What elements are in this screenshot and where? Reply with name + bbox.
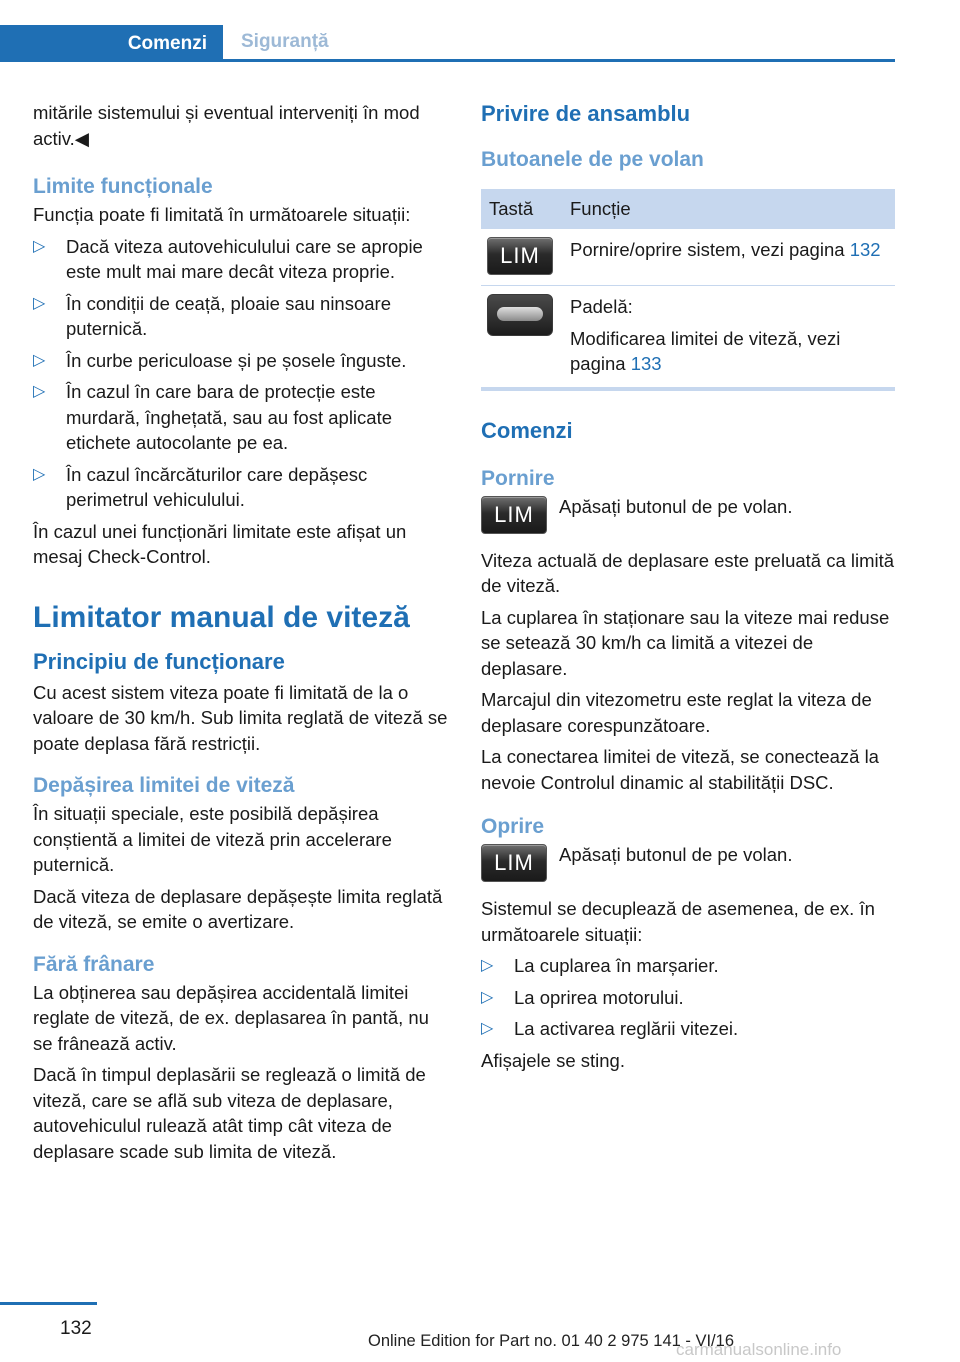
triangle-bullet-icon: ▷	[481, 1020, 494, 1037]
tab-siguranta[interactable]: Siguranță	[241, 31, 329, 52]
key-cell	[481, 286, 570, 387]
controls-heading: Comenzi	[481, 417, 573, 443]
page-link[interactable]: 132	[849, 239, 881, 260]
right-column	[481, 100, 895, 1079]
start-instruction	[481, 494, 895, 534]
exceed-text-2: Dacă viteza de deplasare depășește limita reglată de viteză, se emite o avertizare.	[33, 885, 443, 932]
table-row	[481, 229, 895, 286]
paddle-icon	[487, 294, 553, 336]
buttons-heading: Butoanele de pe volan	[481, 148, 704, 171]
principle-heading: Principiu de funcționare	[33, 648, 285, 674]
watermark: carmanualsonline.info	[676, 1340, 842, 1359]
limits-list	[33, 234, 449, 513]
tab-comenzi[interactable]: Comenzi	[0, 25, 223, 62]
nobrake-heading: Fără frânare	[33, 952, 155, 976]
header-rule	[0, 59, 895, 62]
left-column	[33, 100, 449, 1170]
start-text-2: La cuplarea în staționare sau la viteze mai reduse se setează 30 km/h ca limită a vitezei de deplasare.	[481, 606, 890, 679]
paddle-label: Padelă:	[570, 296, 633, 317]
list-item: ▷ În cazul în care bara de protecție este murdară, înghețată, sau au fost aplicate etichete autocolante pe ea.	[33, 381, 393, 453]
stop-instruction	[481, 842, 895, 882]
limits-text: Funcția poate fi limitată în următoarele situații:	[33, 204, 411, 225]
table-header-row	[481, 189, 895, 229]
principle-text: Cu acest sistem viteza poate fi limitată de la o valoare de 30 km/h. Sub limita reglată de viteză se poate deplasa fără restricții.	[33, 681, 448, 754]
stop-text-1: Sistemul se decuplează de asemenea, de ex. în următoarele situații:	[481, 898, 875, 945]
overview-heading: Privire de ansamblu	[481, 101, 691, 126]
list-item: ▷ În curbe periculoase și pe șosele înguste.	[33, 348, 449, 374]
nobrake-text-1: La obținerea sau depășirea accidentală limitei reglate de viteză, de ex. deplasarea în pantă, nu se frânează activ.	[33, 981, 429, 1054]
triangle-bullet-icon: ▷	[33, 294, 46, 312]
edition-text: Online Edition for Part no. 01 40 2 975 141 - VI/16	[368, 1332, 734, 1350]
start-text-1: Viteza actuală de deplasare este preluată ca limită de viteză.	[481, 549, 895, 596]
column-header-function: Funcție	[570, 189, 895, 229]
intro-text: mitările sistemului și eventual interveniți în mod activ.◀	[33, 102, 420, 149]
main-title: Limitator manual de viteză	[33, 600, 410, 634]
function-cell: Pornire/oprire sistem, vezi pagina 132	[570, 229, 895, 286]
column-header-key: Tastă	[481, 189, 570, 229]
list-item: ▷ La activarea reglării vitezei.	[481, 1016, 895, 1042]
start-action-text: Apăsați butonul de pe volan.	[559, 495, 793, 517]
triangle-bullet-icon: ▷	[33, 383, 46, 400]
exceed-text-1: În situații speciale, este posibilă depășirea conștientă a limitei de viteză prin accelerare puternică.	[33, 803, 392, 875]
stop-action-text: Apăsați butonul de pe volan.	[559, 844, 793, 865]
triangle-bullet-icon: ▷	[481, 988, 494, 1006]
triangle-bullet-icon: ▷	[33, 237, 46, 255]
triangle-bullet-icon: ▷	[33, 465, 46, 483]
buttons-table	[481, 189, 895, 387]
header-tabs	[0, 25, 895, 62]
triangle-bullet-icon: ▷	[33, 351, 46, 369]
list-item: ▷ La oprirea motorului.	[481, 985, 895, 1011]
page-number: 132	[60, 1318, 92, 1339]
stop-list	[481, 953, 895, 1042]
list-item: ▷ Dacă viteza autovehiculului care se apropie este mult mai mare decât viteza proprie.	[33, 235, 423, 282]
lim-button-icon: LIM	[481, 844, 547, 882]
stop-text-2: Afișajele se sting.	[481, 1049, 625, 1071]
limits-heading: Limite funcționale	[33, 175, 213, 198]
exceed-heading: Depășirea limitei de viteză	[33, 774, 295, 797]
list-item: ▷ În condiții de ceață, ploaie sau ninsoare puternică.	[33, 292, 391, 339]
table-row	[481, 286, 895, 387]
table-end-rule	[481, 387, 895, 391]
list-item: ▷ La cuplarea în marșarier.	[481, 953, 895, 979]
triangle-bullet-icon: ▷	[481, 957, 494, 974]
footer-rule	[0, 1302, 97, 1305]
limits-note: În cazul unei funcționări limitate este afișat un mesaj Check-Control.	[33, 520, 407, 567]
lim-button-icon: LIM	[487, 237, 553, 275]
nobrake-text-2: Dacă în timpul deplasării se reglează o limită de viteză, care se află sub viteza de deplasare, autovehiculul rulează atât timp cât viteza de deplasare scade sub limita de viteză.	[33, 1064, 426, 1162]
lim-button-icon: LIM	[481, 496, 547, 534]
start-text-3: Marcajul din vitezometru este reglat la viteza de deplasare corespunzătoare.	[481, 689, 872, 736]
start-heading: Pornire	[481, 466, 555, 490]
start-text-4: La conectarea limitei de viteză, se conectează la nevoie Controlul dinamic al stabilității DSC.	[481, 746, 879, 793]
function-cell: Padelă: Modificarea limitei de viteză, vezi pagina 133	[570, 286, 895, 387]
page-link[interactable]: 133	[630, 353, 662, 374]
key-cell	[481, 229, 570, 286]
list-item: ▷ În cazul încărcăturilor care depășesc perimetrul vehiculului.	[33, 463, 368, 510]
stop-heading: Oprire	[481, 815, 545, 838]
